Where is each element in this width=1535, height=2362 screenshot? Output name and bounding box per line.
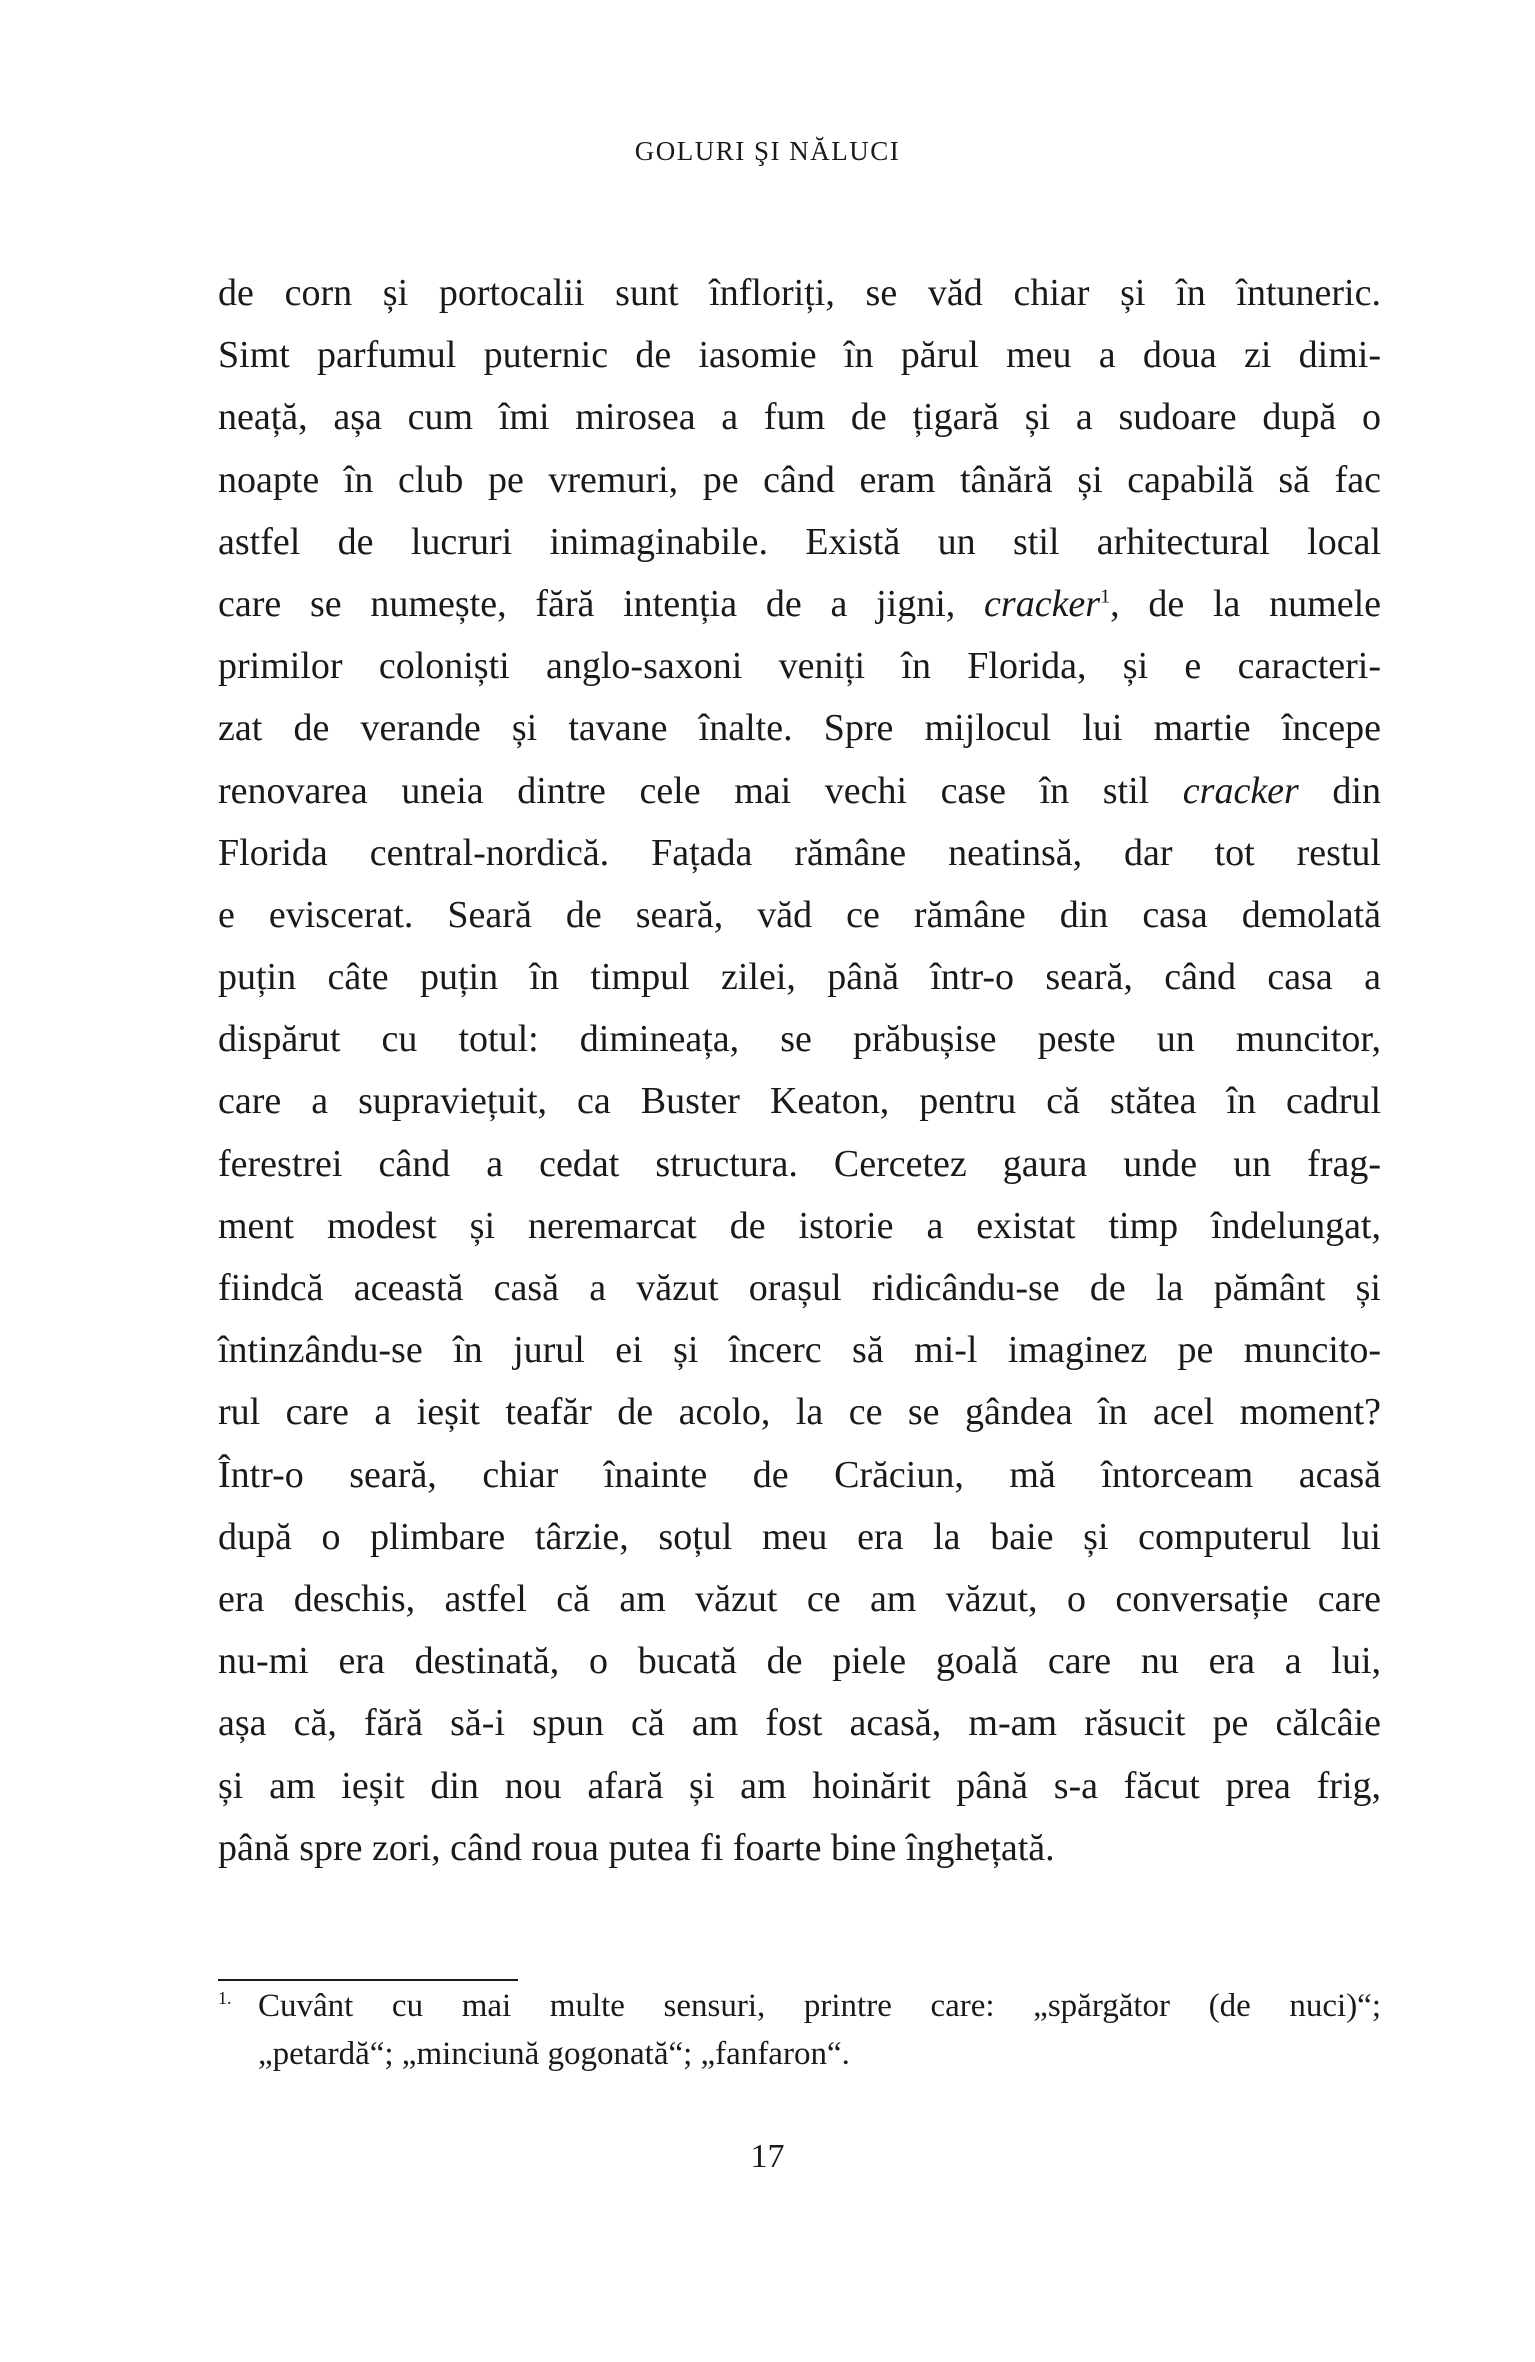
italic-term: cracker xyxy=(1182,769,1299,812)
text-segment: e eviscerat. Seară de seară, văd ce rămâne din casa demolată xyxy=(218,893,1381,936)
text-segment: așa că, fără să-i spun că am fost acasă, m-am răsucit pe călcâie xyxy=(218,1702,1381,1745)
text-segment: , de la numele xyxy=(1110,582,1382,625)
text-segment: era deschis, astfel că am văzut ce am văzut, o conversație care xyxy=(218,1577,1381,1620)
text-segment: noapte în club pe vremuri, pe când eram tânără și capabilă să fac xyxy=(218,458,1381,501)
text-line xyxy=(218,1070,1381,1132)
text-line xyxy=(218,324,1381,386)
text-line xyxy=(218,1008,1381,1070)
footnote-line: „petardă“; „minciună gogonată“; „fanfaron“. xyxy=(258,2036,850,2072)
text-line xyxy=(218,822,1381,884)
text-segment: neață, așa cum îmi mirosea a fum de țigară și a sudoare după o xyxy=(218,396,1381,439)
text-segment: rul care a ieșit teafăr de acolo, la ce se gândea în acel moment? xyxy=(218,1391,1381,1434)
text-segment: ferestrei când a cedat structura. Cercetez gaura unde un frag- xyxy=(218,1142,1381,1185)
text-line xyxy=(218,1319,1381,1381)
text-segment: care a supraviețuit, ca Buster Keaton, pentru că stătea în cadrul xyxy=(218,1080,1381,1123)
text-line xyxy=(218,946,1381,1008)
text-segment: Simt parfumul puternic de iasomie în părul meu a doua zi dimi- xyxy=(218,334,1381,377)
footnote-reference: 1 xyxy=(1100,585,1111,608)
text-segment: primilor coloniști anglo-saxoni veniți în Florida, și e caracteri- xyxy=(218,645,1381,688)
footnote xyxy=(218,1982,1381,2078)
text-line xyxy=(218,573,1381,635)
text-line xyxy=(218,449,1381,511)
page-number: 17 xyxy=(750,2138,785,2175)
text-segment: din xyxy=(1298,769,1381,812)
footnote-divider xyxy=(218,1979,518,1981)
text-line xyxy=(218,1506,1381,1568)
text-line xyxy=(218,511,1381,573)
footnote-line: Cuvânt cu mai multe sensuri, printre care: „spărgător (de nuci)“; xyxy=(258,1988,1381,2024)
text-segment: și am ieșit din nou afară și am hoinărit până s-a făcut prea frig, xyxy=(218,1764,1381,1807)
text-segment: nu-mi era destinată, o bucată de piele goală care nu era a lui, xyxy=(218,1640,1381,1683)
italic-term: cracker xyxy=(984,582,1101,625)
text-segment: care se numește, fără intenția de a jigni, xyxy=(218,582,985,625)
text-line xyxy=(218,1755,1381,1817)
text-line xyxy=(218,760,1381,822)
text-line xyxy=(218,262,1381,324)
text-line xyxy=(218,884,1381,946)
text-line xyxy=(218,1568,1381,1630)
text-line xyxy=(218,1444,1381,1506)
text-line xyxy=(218,635,1381,697)
text-line xyxy=(218,1133,1381,1195)
text-segment: Într-o seară, chiar înainte de Crăciun, mă întorceam acasă xyxy=(218,1453,1381,1496)
footnote-marker: 1. xyxy=(218,1988,232,2008)
text-line xyxy=(218,1381,1381,1443)
text-line xyxy=(218,386,1381,448)
text-line xyxy=(218,1195,1381,1257)
text-segment: Florida central-nordică. Fațada rămâne neatinsă, dar tot restul xyxy=(218,831,1381,874)
text-segment: dispărut cu totul: dimineața, se prăbușise peste un muncitor, xyxy=(218,1018,1381,1061)
text-segment: puțin câte puțin în timpul zilei, până într-o seară, când casa a xyxy=(218,956,1381,999)
text-segment: până spre zori, când roua putea fi foarte bine înghețată. xyxy=(218,1826,1055,1869)
running-head: GOLURI ŞI NĂLUCI xyxy=(634,136,901,166)
text-segment: astfel de lucruri inimaginabile. Există un stil arhitectural local xyxy=(218,520,1381,563)
text-segment: întinzându-se în jurul ei și încerc să mi-l imaginez pe muncito- xyxy=(218,1329,1381,1372)
text-segment: renovarea uneia dintre cele mai vechi case în stil xyxy=(218,769,1183,812)
text-line xyxy=(218,1630,1381,1692)
text-line xyxy=(218,1692,1381,1754)
body-text xyxy=(218,262,1381,1879)
text-segment: de corn și portocalii sunt înfloriți, se văd chiar și în întuneric. xyxy=(218,272,1381,314)
text-segment: după o plimbare târzie, soțul meu era la baie și computerul lui xyxy=(218,1515,1381,1558)
text-segment: fiindcă această casă a văzut orașul ridicându-se de la pământ și xyxy=(218,1267,1381,1309)
text-line xyxy=(218,1817,1381,1879)
text-segment: zat de verande și tavane înalte. Spre mijlocul lui martie începe xyxy=(218,707,1381,750)
text-line xyxy=(218,697,1381,759)
text-segment: ment modest și neremarcat de istorie a existat timp îndelungat, xyxy=(218,1204,1381,1247)
text-line xyxy=(218,1257,1381,1319)
